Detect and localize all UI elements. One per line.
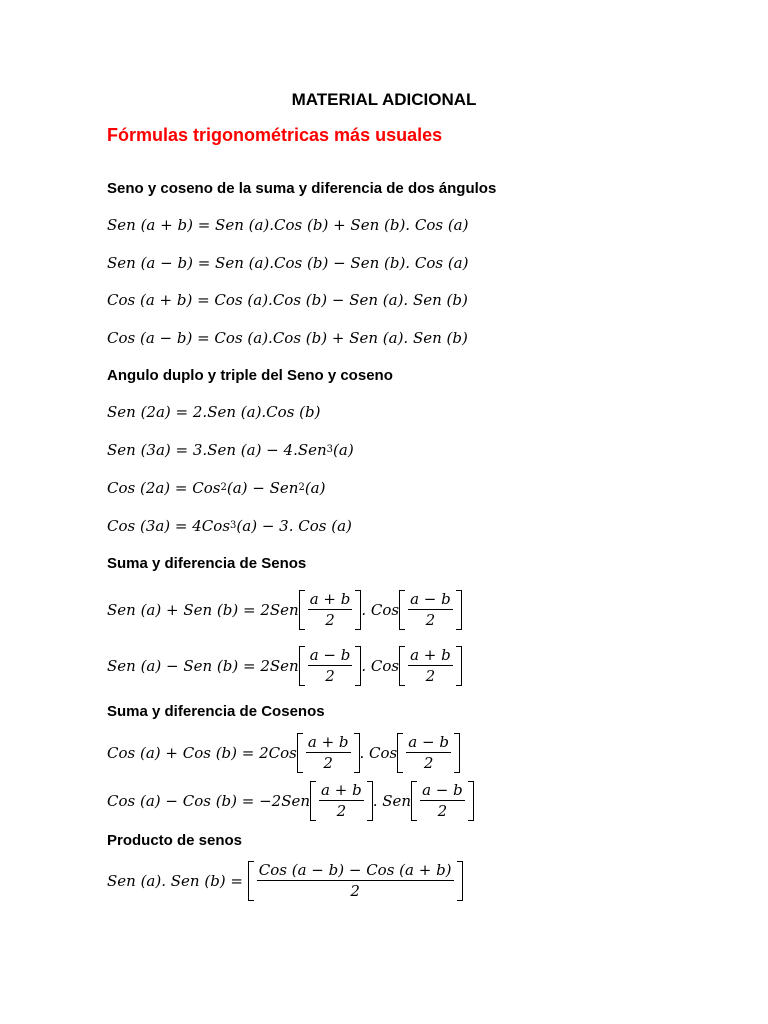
section-heading-sum-senos: Suma y diferencia de Senos bbox=[107, 555, 307, 572]
formula-sum-cosenos: Cos (a) + Cos (b) = 2Cos $\frac{a + b}{2}$ . Cos $\frac{a - b}{2}$ bbox=[107, 733, 460, 773]
formula-cos-3a: Cos (3a) = 4Cos 3 (a) − 3. Cos (a) bbox=[107, 516, 352, 535]
formula-cos-sum: Cos (a + b) = Cos (a).Cos (b) − Sen (a). Sen (b) bbox=[107, 290, 468, 309]
section-heading-producto-senos: Producto de senos bbox=[107, 832, 243, 849]
formula-cos-2a: Cos (2a) = Cos 2 (a) − Sen 2 (a) bbox=[107, 478, 326, 497]
formula-diff-senos: Sen (a) − Sen (b) = 2Sen $\frac{a - b}{2}$ . Cos $\frac{a + b}{2}$ bbox=[107, 646, 462, 686]
formula-sen-2a: Sen (2a) = 2.Sen (a).Cos (b) bbox=[107, 402, 321, 421]
formula-sen-3a: Sen (3a) = 3.Sen (a) − 4.Sen 3 (a) bbox=[107, 440, 354, 459]
formula-sen-sum: Sen (a + b) = Sen (a).Cos (b) + Sen (b). Cos (a) bbox=[107, 215, 469, 234]
section-heading-double-triple: Angulo duplo y triple del Seno y coseno bbox=[107, 367, 393, 384]
section-heading-sum-cosenos: Suma y diferencia de Cosenos bbox=[107, 703, 325, 720]
formula-sum-senos: Sen (a) + Sen (b) = 2Sen $\frac{a + b}{2}$ . Cos $\frac{a - b}{2}$ bbox=[107, 590, 462, 630]
formula-diff-cosenos: Cos (a) − Cos (b) = −2Sen $\frac{a + b}{2}$ . Sen $\frac{a - b}{2}$ bbox=[107, 781, 474, 821]
page-title: MATERIAL ADICIONAL bbox=[291, 90, 477, 109]
page-subtitle: Fórmulas trigonométricas más usuales bbox=[107, 125, 443, 145]
formula-sen-diff: Sen (a − b) = Sen (a).Cos (b) − Sen (b). Cos (a) bbox=[107, 253, 469, 272]
formula-producto-senos: Sen (a). Sen (b) = $\frac{\text{Cos (a − b) − Cos (a + b)}}{2}$ bbox=[107, 861, 463, 901]
section-heading-sum-difference: Seno y coseno de la suma y diferencia de dos ángulos bbox=[107, 180, 497, 197]
formula-cos-diff: Cos (a − b) = Cos (a).Cos (b) + Sen (a). Sen (b) bbox=[107, 328, 468, 347]
